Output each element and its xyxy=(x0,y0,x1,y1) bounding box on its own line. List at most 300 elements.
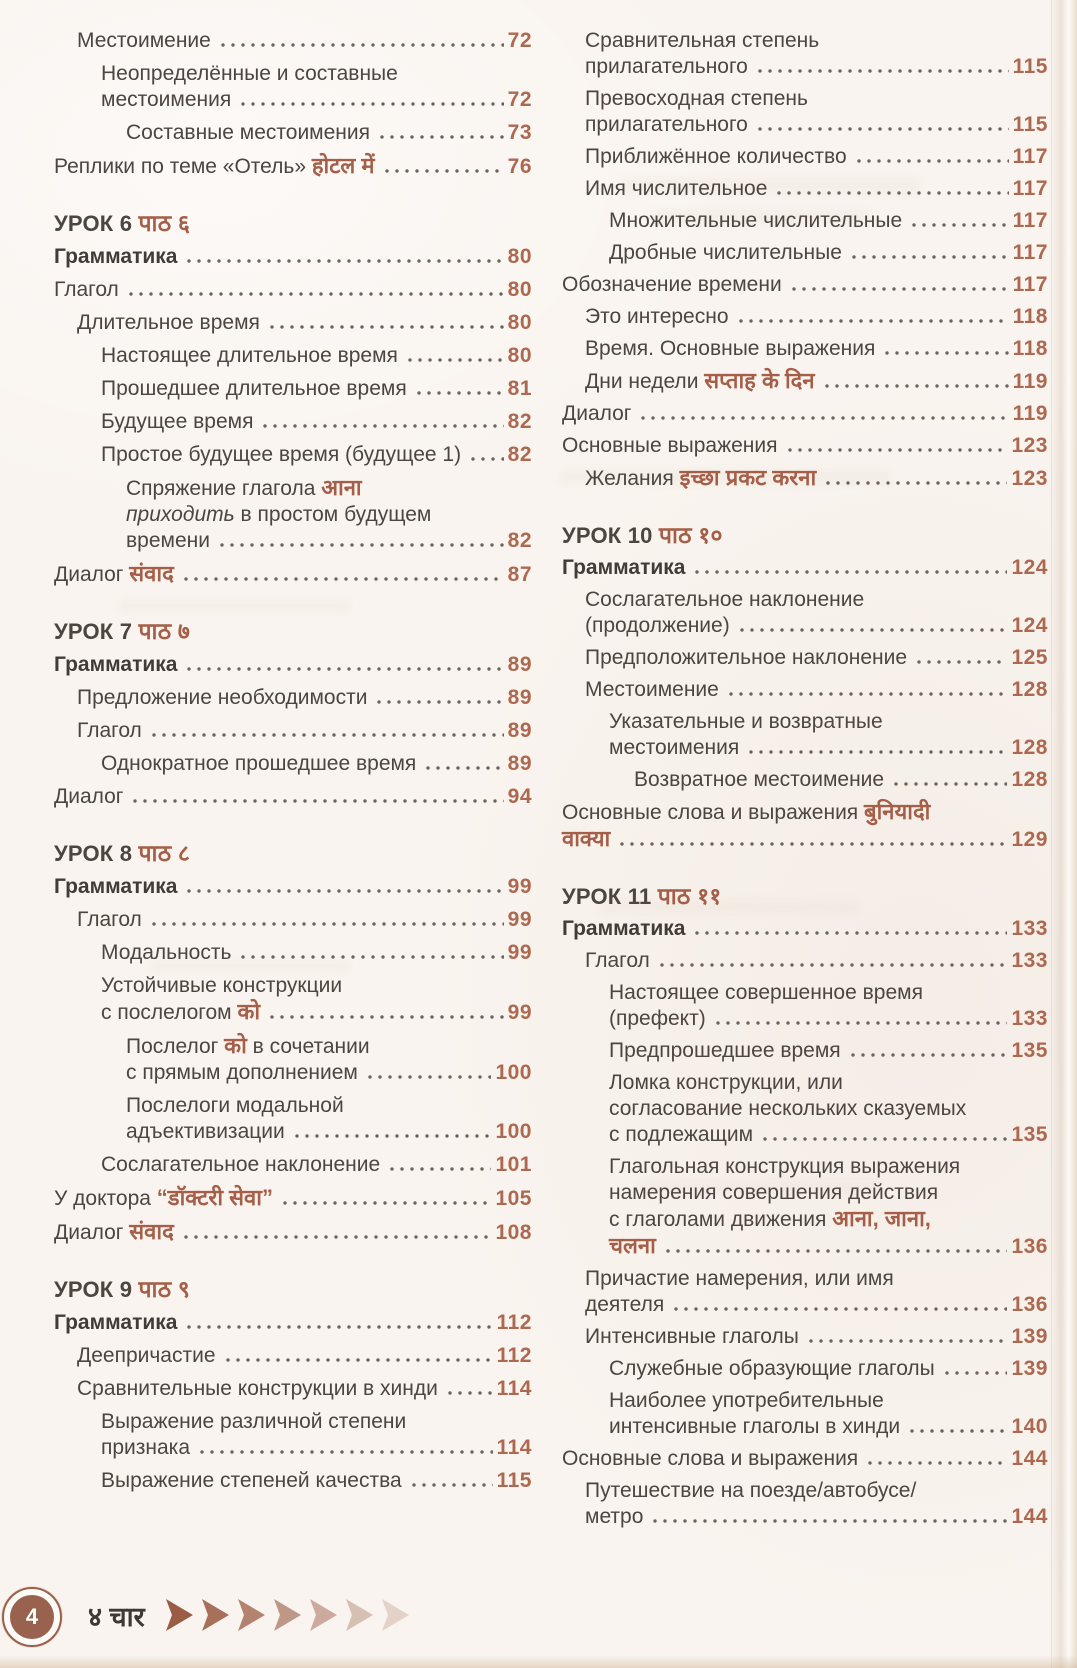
toc-line-text xyxy=(609,980,923,1006)
russian-text: прилагательного xyxy=(585,55,748,78)
page-number: 99 xyxy=(507,875,532,898)
section-header xyxy=(54,1276,532,1303)
russian-text: Настоящее совершенное время xyxy=(609,981,923,1004)
toc-line xyxy=(54,1219,532,1246)
dot-leader xyxy=(760,1136,1007,1142)
hindi-text: पाठ ६ xyxy=(138,210,191,236)
dot-leader xyxy=(657,962,1008,968)
toc-line xyxy=(562,799,1048,826)
toc-line-text xyxy=(77,718,142,744)
dot-leader xyxy=(267,1014,504,1020)
toc-line xyxy=(562,144,1048,170)
russian-text: Неопределённые и составные xyxy=(101,62,398,85)
toc-line-text xyxy=(126,1033,370,1060)
russian-text: Предложение необходимости xyxy=(77,686,368,709)
russian-text: деятеля xyxy=(585,1293,665,1316)
russian-text: Основные слова и выражения xyxy=(562,1447,859,1470)
page-number: 135 xyxy=(1011,1039,1048,1062)
toc-line xyxy=(562,1388,1048,1414)
russian-text: Грамматика xyxy=(562,556,686,579)
toc-line-text xyxy=(585,336,875,362)
russian-text: (префект) xyxy=(609,1007,706,1030)
dot-leader xyxy=(260,423,503,429)
page-number: 128 xyxy=(1011,768,1048,791)
toc-line-text xyxy=(54,874,177,900)
toc-line-text xyxy=(609,1154,960,1180)
dot-leader xyxy=(822,383,1009,389)
toc-line-text xyxy=(609,1070,843,1096)
toc-line-text xyxy=(562,916,685,942)
hindi-text: पाठ ९ xyxy=(138,1276,191,1302)
toc-line-text xyxy=(609,735,739,761)
toc-line xyxy=(54,1409,532,1435)
toc-line-text xyxy=(54,652,177,678)
toc-line xyxy=(54,751,532,777)
toc-line-text xyxy=(634,767,884,793)
page-number: 119 xyxy=(1012,370,1048,393)
section-header xyxy=(54,840,532,867)
page-number: 114 xyxy=(496,1377,532,1400)
toc-line-text xyxy=(101,376,407,402)
toc-line-text xyxy=(77,28,211,54)
hindi-text: वाक्या xyxy=(562,826,611,851)
toc-line-text xyxy=(101,442,461,468)
toc-line-text xyxy=(54,244,177,270)
russian-text: Основные слова и выражения xyxy=(562,801,865,824)
dot-leader xyxy=(184,888,503,894)
page-bottom-edge xyxy=(0,1655,1077,1668)
dot-leader xyxy=(445,1390,493,1396)
toc-line xyxy=(562,1446,1048,1472)
dot-leader xyxy=(197,1449,493,1455)
page-number: 144 xyxy=(1011,1447,1048,1470)
toc-line xyxy=(562,980,1048,1006)
toc-line-text xyxy=(77,1343,216,1369)
russian-text: с подлежащим xyxy=(609,1123,754,1146)
page-number: 72 xyxy=(507,29,532,52)
page-number: 128 xyxy=(1011,678,1048,701)
russian-text: с прямым дополнением xyxy=(126,1061,358,1084)
page-number: 139 xyxy=(1011,1325,1048,1348)
toc-line xyxy=(54,343,532,369)
toc-line-text xyxy=(101,409,253,435)
russian-text: УРОК 7 xyxy=(54,619,139,644)
hindi-text: आना xyxy=(321,475,362,500)
toc-line xyxy=(562,433,1048,459)
page-number: 136 xyxy=(1011,1235,1048,1258)
russian-text: Глагол xyxy=(77,719,142,742)
russian-text: Простое будущее время (будущее 1) xyxy=(101,443,462,466)
russian-text: с послелогом xyxy=(101,1001,238,1024)
toc-line-text xyxy=(101,343,398,369)
dot-leader xyxy=(617,841,1007,847)
toc-line-text xyxy=(585,465,816,492)
page-number: 89 xyxy=(507,719,532,742)
dot-leader xyxy=(130,798,503,804)
russian-text: УРОК 10 xyxy=(562,523,659,548)
russian-text: Глагольная конструкция выражения xyxy=(609,1155,961,1178)
toc-line-text xyxy=(585,1478,916,1504)
toc-line xyxy=(562,240,1048,266)
toc-line xyxy=(562,401,1048,427)
hindi-text: बुनियादी xyxy=(864,799,931,824)
dot-leader xyxy=(736,318,1009,324)
russian-text: Сравнительные конструкции в хинди xyxy=(77,1377,438,1400)
dot-leader xyxy=(218,42,504,48)
russian-text: Интенсивные глаголы xyxy=(585,1325,799,1348)
toc-line xyxy=(54,907,532,933)
section-header xyxy=(562,522,1048,549)
toc-line-text xyxy=(562,1446,858,1472)
toc-line xyxy=(562,1206,1048,1233)
toc-line xyxy=(562,1324,1048,1350)
russian-text: Послелоги модальной xyxy=(126,1094,344,1117)
dot-leader xyxy=(238,101,503,107)
section-header xyxy=(54,210,532,237)
toc-line-text xyxy=(585,28,819,54)
dot-leader xyxy=(184,666,503,672)
toc-line xyxy=(562,767,1048,793)
page-number: 89 xyxy=(507,686,532,709)
section-header xyxy=(54,618,532,645)
toc-line-text xyxy=(562,826,610,853)
russian-text: Наиболее употребительные xyxy=(609,1389,884,1412)
toc-line-text xyxy=(54,277,119,303)
russian-text: Сослагательное наклонение xyxy=(585,588,865,611)
toc-line-text xyxy=(126,120,370,146)
toc-line-text xyxy=(609,1122,753,1148)
toc-line-text xyxy=(585,144,847,170)
page-number-hindi-label: ४ चार xyxy=(88,1602,145,1632)
page-number: 99 xyxy=(507,1001,532,1024)
toc-line-text xyxy=(54,153,375,180)
toc-line-text xyxy=(609,1096,966,1122)
hindi-text: पाठ १० xyxy=(658,522,723,548)
toc-line xyxy=(562,1070,1048,1096)
toc-line-text xyxy=(585,176,767,202)
russian-text: Причастие намерения, или имя xyxy=(585,1267,894,1290)
russian-text: Спряжение глагола xyxy=(126,477,322,500)
toc-line xyxy=(562,1414,1048,1440)
toc-line xyxy=(54,718,532,744)
russian-text: Указательные и возвратные xyxy=(609,710,883,733)
toc-line xyxy=(562,86,1048,112)
toc-line-text xyxy=(54,1219,174,1246)
toc-column-right xyxy=(562,24,1048,1530)
russian-text: Приближённое количество xyxy=(585,145,847,168)
russian-text: признака xyxy=(101,1436,191,1459)
toc-line xyxy=(54,1185,532,1212)
russian-text: Предпрошедшее время xyxy=(609,1039,841,1062)
page-number: 99 xyxy=(507,908,532,931)
toc-line xyxy=(562,735,1048,761)
toc-line xyxy=(54,1060,532,1086)
toc-line xyxy=(562,587,1048,613)
russian-text: Прошедшее длительное время xyxy=(101,377,407,400)
russian-text: Путешествие на поезде/автобусе/ xyxy=(585,1479,917,1502)
toc-line xyxy=(54,652,532,678)
toc-line xyxy=(562,1233,1048,1260)
russian-text: Имя числительное xyxy=(585,177,768,200)
toc-line xyxy=(54,1093,532,1119)
page-number: 139 xyxy=(1011,1357,1048,1380)
page-number: 117 xyxy=(1012,177,1048,200)
russian-text: Грамматика xyxy=(54,875,178,898)
russian-text: Реплики по теме «Отель» xyxy=(54,155,312,178)
page-number: 124 xyxy=(1011,556,1048,579)
page-number: 115 xyxy=(1012,55,1048,78)
russian-text: Выражение степеней качества xyxy=(101,1469,402,1492)
toc-line-text xyxy=(585,1324,799,1350)
dot-leader xyxy=(737,627,1008,633)
dot-leader xyxy=(854,158,1009,164)
toc-line-text xyxy=(126,1093,344,1119)
russian-text: Множительные числительные xyxy=(609,209,903,232)
toc-column-left xyxy=(54,24,532,1494)
toc-line-text xyxy=(609,240,842,266)
toc-line xyxy=(562,1292,1048,1318)
toc-line xyxy=(562,304,1048,330)
toc-line xyxy=(54,376,532,402)
toc-line-text xyxy=(585,948,650,974)
page-number: 76 xyxy=(507,155,532,178)
page-number: 144 xyxy=(1011,1505,1048,1528)
toc-line-text xyxy=(585,368,815,395)
russian-text: интенсивные глаголы в хинди xyxy=(609,1415,901,1438)
toc-line xyxy=(54,1152,532,1178)
toc-line xyxy=(54,874,532,900)
russian-text: Грамматика xyxy=(54,1311,178,1334)
dot-leader xyxy=(823,480,1007,486)
russian-text: Дни недели xyxy=(585,370,705,393)
page-number: 123 xyxy=(1011,467,1048,490)
russian-text: Грамматика xyxy=(54,653,178,676)
page-number: 81 xyxy=(507,377,532,400)
toc-line xyxy=(54,1310,532,1336)
toc-line xyxy=(54,940,532,966)
russian-text: Желания xyxy=(585,467,680,490)
toc-line-text xyxy=(609,1414,900,1440)
dot-leader xyxy=(377,134,504,140)
page-number: 89 xyxy=(507,752,532,775)
dot-leader xyxy=(184,258,503,264)
russian-text: Модальность xyxy=(101,941,232,964)
dot-leader xyxy=(126,291,504,297)
dot-leader xyxy=(755,68,1009,74)
toc-line xyxy=(54,1033,532,1060)
dot-leader xyxy=(414,390,504,396)
toc-line xyxy=(562,368,1048,395)
russian-text: Превосходная степень xyxy=(585,87,808,110)
toc-line xyxy=(562,916,1048,942)
toc-line-text xyxy=(562,433,778,459)
russian-text: адъективизации xyxy=(126,1120,285,1143)
dot-leader xyxy=(387,1166,491,1172)
hindi-text: पाठ ११ xyxy=(657,883,722,909)
toc-line-text xyxy=(609,1038,841,1064)
toc-line xyxy=(562,677,1048,703)
russian-text: согласование нескольких сказуемых xyxy=(609,1097,967,1120)
toc-line xyxy=(562,948,1048,974)
russian-text: Это интересно xyxy=(585,305,729,328)
dot-leader xyxy=(789,286,1009,292)
hindi-text: चलना xyxy=(609,1233,656,1258)
toc-line-text xyxy=(585,1292,664,1318)
toc-line xyxy=(562,112,1048,138)
russian-text: Длительное время xyxy=(77,311,260,334)
toc-line-text xyxy=(562,272,782,298)
dot-leader xyxy=(223,1357,493,1363)
arrow-decoration xyxy=(166,1599,409,1631)
toc-line xyxy=(562,54,1048,80)
toc-line-text xyxy=(126,1119,285,1145)
toc-line xyxy=(54,685,532,711)
russian-text: в сочетании xyxy=(246,1035,370,1058)
toc-line-text xyxy=(585,112,748,138)
page-footer xyxy=(0,1586,1077,1652)
dot-leader xyxy=(713,1020,1008,1026)
toc-line xyxy=(562,645,1048,671)
toc-line xyxy=(562,336,1048,362)
toc-line xyxy=(54,502,532,528)
toc-line-text xyxy=(126,475,362,502)
page-number: 80 xyxy=(507,278,532,301)
dot-leader xyxy=(942,1370,1008,1376)
toc-line-text xyxy=(609,709,883,735)
hindi-text: पाठ ८ xyxy=(138,840,191,866)
hindi-text: सप्ताह के दिन xyxy=(704,368,815,393)
section-header-text xyxy=(54,211,190,236)
russian-text: Выражение различной степени xyxy=(101,1410,407,1433)
arrow-icon xyxy=(274,1599,301,1631)
toc-line-text xyxy=(77,1376,438,1402)
toc-line-text xyxy=(585,54,748,80)
page-number: 117 xyxy=(1012,209,1048,232)
dot-leader xyxy=(785,447,1008,453)
hindi-text: संवाद xyxy=(129,1219,174,1244)
toc-line-text xyxy=(585,587,864,613)
section-header-text xyxy=(54,841,190,866)
russian-text: Основные выражения xyxy=(562,434,778,457)
toc-line-text xyxy=(562,799,930,826)
toc-line xyxy=(54,1435,532,1461)
arrow-icon xyxy=(382,1599,409,1631)
page-number: 129 xyxy=(1011,828,1048,851)
toc-line-text xyxy=(54,561,174,588)
toc-line xyxy=(54,310,532,336)
hindi-text: पाठ ७ xyxy=(138,618,191,644)
russian-text: Диалог xyxy=(54,1221,130,1244)
dot-leader xyxy=(726,691,1008,697)
section-header-text xyxy=(562,884,721,909)
toc-line xyxy=(562,1478,1048,1504)
toc-line xyxy=(562,176,1048,202)
page-number: 136 xyxy=(1011,1293,1048,1316)
hindi-text: संवाद xyxy=(129,561,174,586)
dot-leader xyxy=(184,1324,492,1330)
toc-line-text xyxy=(101,1468,402,1494)
toc-line-text xyxy=(54,1185,273,1212)
russian-text: (продолжение) xyxy=(585,614,730,637)
page-number: 128 xyxy=(1011,736,1048,759)
russian-text: Глагол xyxy=(54,278,119,301)
section-header-text xyxy=(54,619,190,644)
russian-text: Служебные образующие глаголы xyxy=(609,1357,935,1380)
dot-leader xyxy=(405,357,504,363)
russian-text: Диалог xyxy=(54,563,130,586)
russian-text: намерения совершения действия xyxy=(609,1181,939,1204)
page-number: 73 xyxy=(507,121,532,144)
page-edge-shading xyxy=(1051,0,1077,1668)
dot-leader xyxy=(423,765,503,771)
toc-line xyxy=(54,442,532,468)
toc-line-text xyxy=(609,1206,931,1233)
russian-text: Местоимение xyxy=(585,678,719,701)
russian-text: прилагательного xyxy=(585,113,748,136)
russian-text: Будущее время xyxy=(101,410,254,433)
toc-line-text xyxy=(101,751,416,777)
dot-leader xyxy=(267,324,504,330)
page-number: 117 xyxy=(1012,145,1048,168)
toc-line xyxy=(562,1122,1048,1148)
toc-line-text xyxy=(101,940,231,966)
toc-line-text xyxy=(101,999,260,1026)
page-number: 118 xyxy=(1012,305,1048,328)
russian-text: Грамматика xyxy=(562,917,686,940)
toc-line-text xyxy=(101,973,342,999)
russian-text: Однократное прошедшее время xyxy=(101,752,417,775)
toc-line xyxy=(54,409,532,435)
dot-leader xyxy=(365,1074,492,1080)
page-number: 112 xyxy=(496,1344,532,1367)
dot-leader xyxy=(217,542,504,548)
page-number: 133 xyxy=(1011,949,1048,972)
toc-line xyxy=(562,1180,1048,1206)
dot-leader xyxy=(663,1248,1008,1254)
hindi-text: को xyxy=(224,1033,247,1058)
dot-leader xyxy=(755,126,1009,132)
arrow-icon xyxy=(346,1599,373,1631)
page-number: 115 xyxy=(1012,113,1048,136)
page-number: 112 xyxy=(496,1311,532,1334)
dot-leader xyxy=(671,1306,1007,1312)
toc-line-text xyxy=(585,1266,894,1292)
page-number-badge xyxy=(2,1587,62,1647)
dot-leader xyxy=(907,1428,1007,1434)
russian-text: Составные местоимения xyxy=(126,121,370,144)
russian-text: Дробные числительные xyxy=(609,241,842,264)
toc-line-text xyxy=(101,1435,190,1461)
dot-leader xyxy=(280,1200,491,1206)
toc-line-text xyxy=(562,401,631,427)
dot-leader xyxy=(181,1234,492,1240)
toc-line xyxy=(54,528,532,554)
russian-text: Время. Основные выражения xyxy=(585,337,876,360)
page-number: 80 xyxy=(507,344,532,367)
toc-line xyxy=(562,1266,1048,1292)
toc-line-text xyxy=(77,310,260,336)
hindi-text: को xyxy=(237,999,261,1024)
russian-text: УРОК 9 xyxy=(54,1277,139,1302)
russian-text: Местоимение xyxy=(77,29,211,52)
toc-line-text xyxy=(585,1504,643,1530)
russian-text: времени xyxy=(126,529,210,552)
page-number: 133 xyxy=(1011,917,1048,940)
toc-line-text xyxy=(126,502,431,528)
page-number: 114 xyxy=(496,1436,532,1459)
page-number: 87 xyxy=(507,563,532,586)
toc-line xyxy=(54,1468,532,1494)
